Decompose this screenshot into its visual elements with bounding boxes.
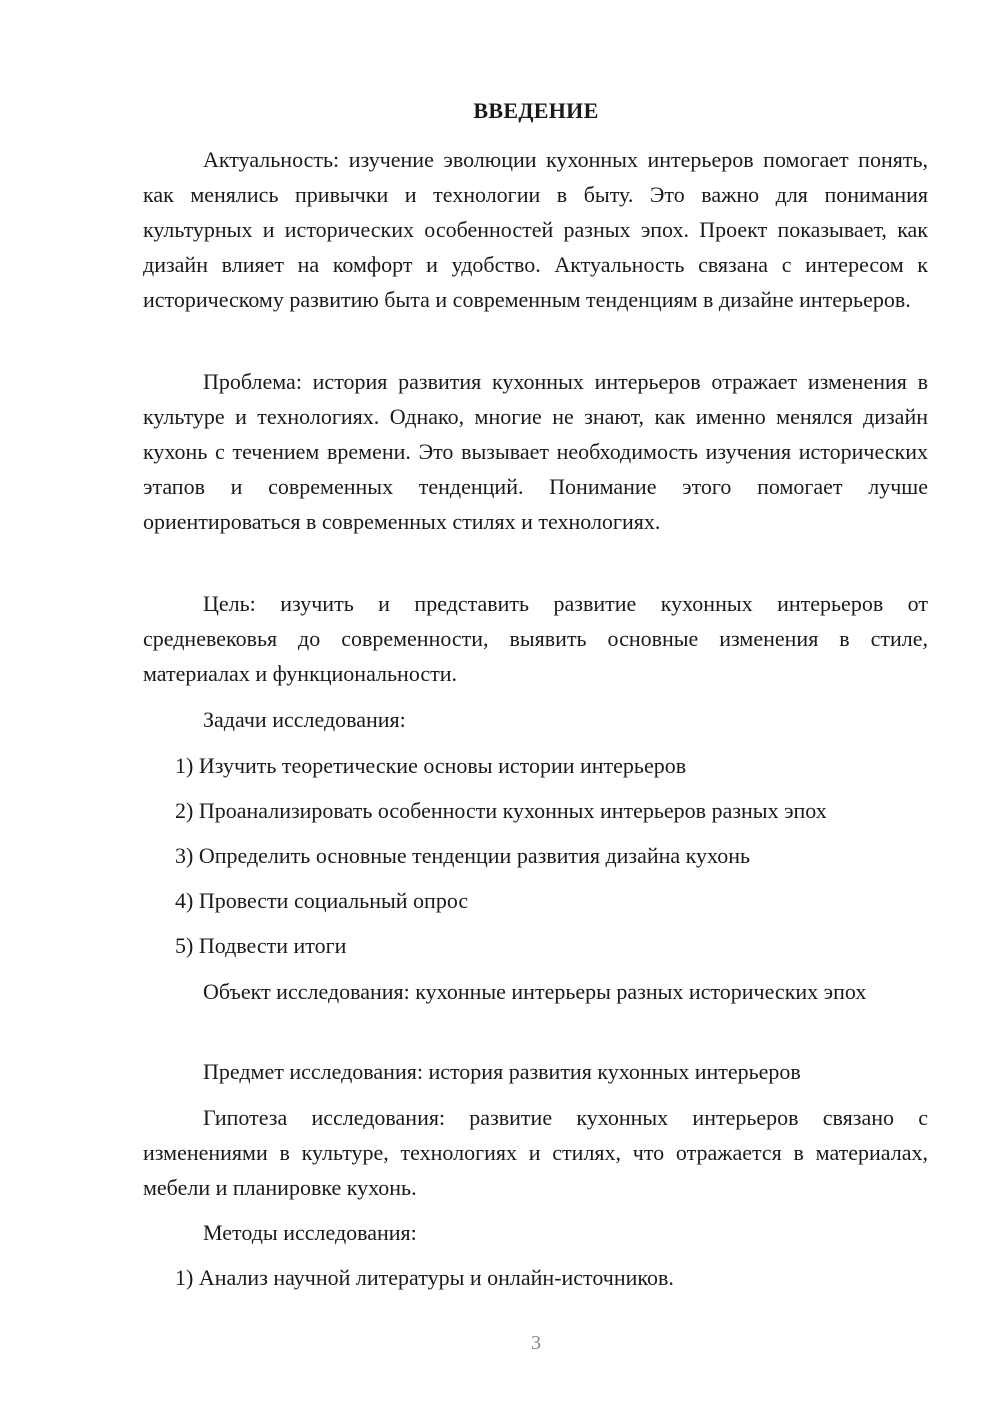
paragraph-hypothesis xyxy=(143,1100,928,1205)
subject-line: Предмет исследования: история развития кухонных интерьеров xyxy=(203,1059,801,1084)
paragraph-object xyxy=(143,974,928,1009)
list-item: 4) Провести социальный опрос xyxy=(175,888,469,913)
list-item: 1) Анализ научной литературы и онлайн-источников. xyxy=(175,1265,674,1290)
paragraph-problem-text: Проблема: история развития кухонных интерьеров отражает изменения в культуре и технологиях. Однако, многие не знают, как именно менялся дизайн кухонь с течением времени. Это вызывает необходимость изучения исторических этапов и современных тенденций. Понимание этого помогает лучше ориентироваться в современных стилях и технологиях. xyxy=(143,369,928,534)
tasks-heading: Задачи исследования: xyxy=(203,707,406,732)
list-item: 1) Изучить теоретические основы истории интерьеров xyxy=(175,753,687,778)
paragraph-goal xyxy=(143,586,928,691)
list-item: 3) Определить основные тенденции развития дизайна кухонь xyxy=(175,843,751,868)
page-title: ВВЕДЕНИЕ xyxy=(473,98,599,123)
paragraph-goal-text: Цель: изучить и представить развитие кухонных интерьеров от средневековья до современности, выявить основные изменения в стиле, материалах и функциональности. xyxy=(143,591,928,686)
paragraph-hypothesis-text: Гипотеза исследования: развитие кухонных интерьеров связано с изменениями в культуре, технологиях и стилях, что отражается в материалах, мебели и планировке кухонь. xyxy=(143,1105,928,1200)
paragraph-object-text: Объект исследования: кухонные интерьеры разных исторических эпох xyxy=(203,979,867,1004)
paragraph-relevance-text: Актуальность: изучение эволюции кухонных интерьеров помогает понять, как менялись привычки и технологии в быту. Это важно для понимания культурных и исторических особенностей разных эпох. Проект показывает, как дизайн влияет на комфорт и удобство. Актуальность связана с интересом к историческому развитию быта и современным тенденциям в дизайне интерьеров. xyxy=(143,147,928,312)
page-number: 3 xyxy=(531,1332,541,1354)
paragraph-problem xyxy=(143,364,928,539)
methods-heading: Методы исследования: xyxy=(203,1220,417,1245)
paragraph-relevance xyxy=(143,142,928,317)
list-item: 2) Проанализировать особенности кухонных интерьеров разных эпох xyxy=(175,798,827,823)
list-item: 5) Подвести итоги xyxy=(175,933,347,958)
